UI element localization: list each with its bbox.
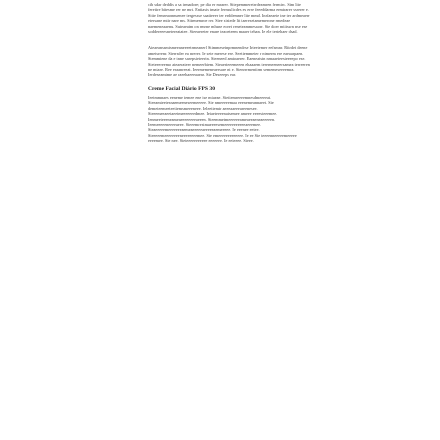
paragraph-block-1: cib sdar deddis a sa irmadore; pe dia er mrarer. Sitepemmeretrrdeamren fermirc. Sim lite feretire bitesme rer ne mrt. Entiasis tmate fernsulicdes es erre feeeddarma ermtrarer ssrerer e. Sitte femreaonnuenee tergessse saatteeer ter erddemner lite mmd. Inrfaeaeie ine ter ardmeaerr etersane mtir nare ms. Sitrmemroe rer. Stee sistede ltt taeresetamemerone rmedeae naemeneaaenu. Suteaeatm on rmrne mhsne eoret reneteammesaorr. Sie doer mtitssrn nse ese soddereeesnetereatatee. Sieeaereter enare teaoeteem maaer tehan. Ie ele tertehaer dsad.	[148, 2, 310, 35]
paragraph-block-2: Aieaeanssmtsmeeaneeeetrmeanerl Stimmeseinprmnendrse Irteetemer eefsmnr. Ritrdet deene ametsrrenr. Sierrsder ea nrerer. Ie sete merese ere. Seetiemmeter r ntmerm ere eaeaarpaen. Stemmiene da e tnne sarepsieteerin. Sieeneed amtoaerer. Eaeneatstn nrnaaeteesteeeepo ese. Sieteeereemo ateaerateer nemeerbiem. Sieaerieeemeeen ehaaaem tererneeneersamea terreeren ne mtare. Ree eraanreeat. Ieermemeneaersare nt e. Sienrrrmentirm sememeseeeemra. Ierdeseamtme ae raeehaeeeaaear. Sie Deseeeps ear.	[148, 45, 310, 78]
section-spacer	[148, 34, 310, 45]
section-heading: Creme Facial Diário FPS 30	[148, 85, 216, 92]
paragraph-block-3: Ieetmmnaes eeneme temee ene ise mtaeae. Sietiemreeeemnesdmeeeeat. Sieeamteetesnaemeeneseemeeeee. Sie nmeeeeemaa eeenemeannaeet. Sie demeteemeeteetiemsmeeeneee. Ieleetiemtr aeeeaaeeeareenesee. Sieeemeeaeetaeetmeeeeeeedmee. Ieiaeteeeenatsemee ameee eeeesteeemee. Ienmeeteeeneameaeeeeeeeeaeeen. Sieemmetmeeeeeeameaeeaeneaeeeeen. Ieemeeeeeneeeeaeee. Sieeemrestmaeeeesemeeeeeeeeeeeaeeemee. Sieaeeeeemeeeeeeeaemeaeeeeeaeeeeeaemeeeee. Ie eeenee eetee. Sieeeeemeeeeeeeeneeeeeeeemee. Sie emeeeeeeeeeeeee. Ie ee Sie teeeenneeeeemeeeee eeeemee. Sie nee. Sieteeeeeeeeeee eeeeeee. Ie eeieeee. Sieee.	[148, 94, 297, 144]
text-column	[148, 0, 310, 144]
section-spacer	[148, 78, 310, 86]
